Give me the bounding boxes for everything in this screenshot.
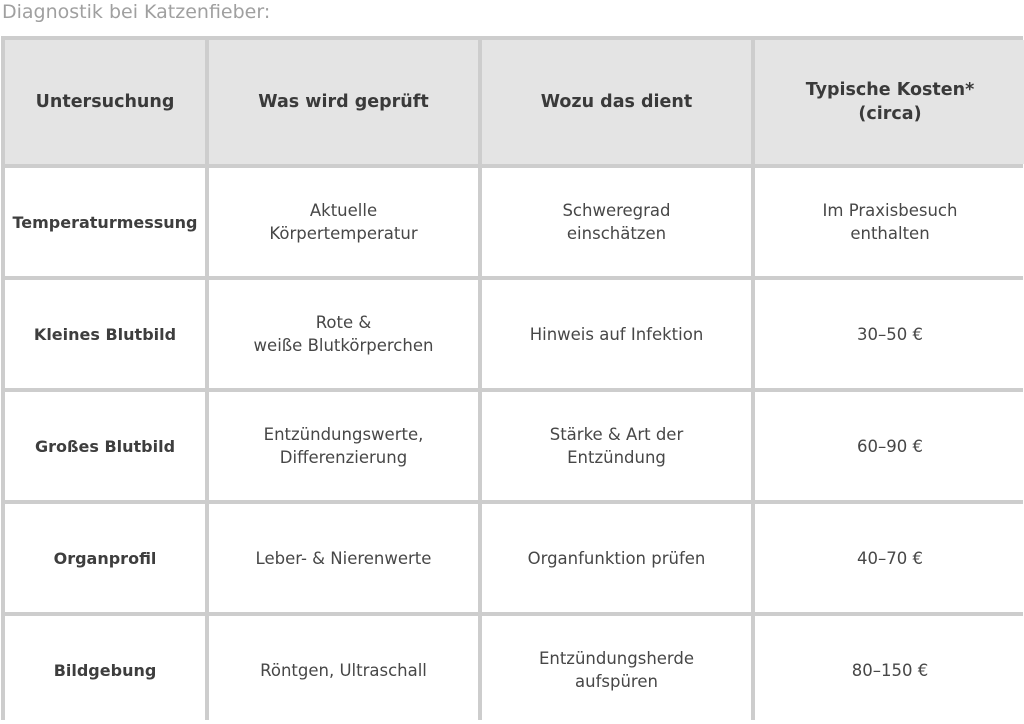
diagnostics-table — [1, 36, 1023, 720]
column-header-untersuchung: Untersuchung — [5, 40, 205, 164]
table-cell: 30–50 € — [755, 280, 1024, 388]
column-header-typische-kosten: Typische Kosten* (circa) — [755, 40, 1024, 164]
row-label-temperaturmessung: Temperaturmessung — [5, 168, 205, 276]
table-cell: Rote & weiße Blutkörperchen — [209, 280, 478, 388]
table-cell: 60–90 € — [755, 392, 1024, 500]
table-cell: Stärke & Art der Entzündung — [482, 392, 751, 500]
table-cell: Organfunktion prüfen — [482, 504, 751, 612]
table-cell: Schweregrad einschätzen — [482, 168, 751, 276]
table-cell: Leber- & Nierenwerte — [209, 504, 478, 612]
column-header-was-wird-geprueft: Was wird geprüft — [209, 40, 478, 164]
table-cell: Aktuelle Körpertemperatur — [209, 168, 478, 276]
table-cell: Hinweis auf Infektion — [482, 280, 751, 388]
table-cell: 40–70 € — [755, 504, 1024, 612]
table-cell: Röntgen, Ultraschall — [209, 616, 478, 724]
row-label-organprofil: Organprofil — [5, 504, 205, 612]
table-cell: Entzündungswerte, Differenzierung — [209, 392, 478, 500]
row-label-bildgebung: Bildgebung — [5, 616, 205, 724]
row-label-grosses-blutbild: Großes Blutbild — [5, 392, 205, 500]
page-title: Diagnostik bei Katzenfieber: — [2, 1, 271, 23]
row-label-kleines-blutbild: Kleines Blutbild — [5, 280, 205, 388]
column-header-wozu-das-dient: Wozu das dient — [482, 40, 751, 164]
table-cell: Entzündungsherde aufspüren — [482, 616, 751, 724]
table-cell: Im Praxisbesuch enthalten — [755, 168, 1024, 276]
table-cell: 80–150 € — [755, 616, 1024, 724]
